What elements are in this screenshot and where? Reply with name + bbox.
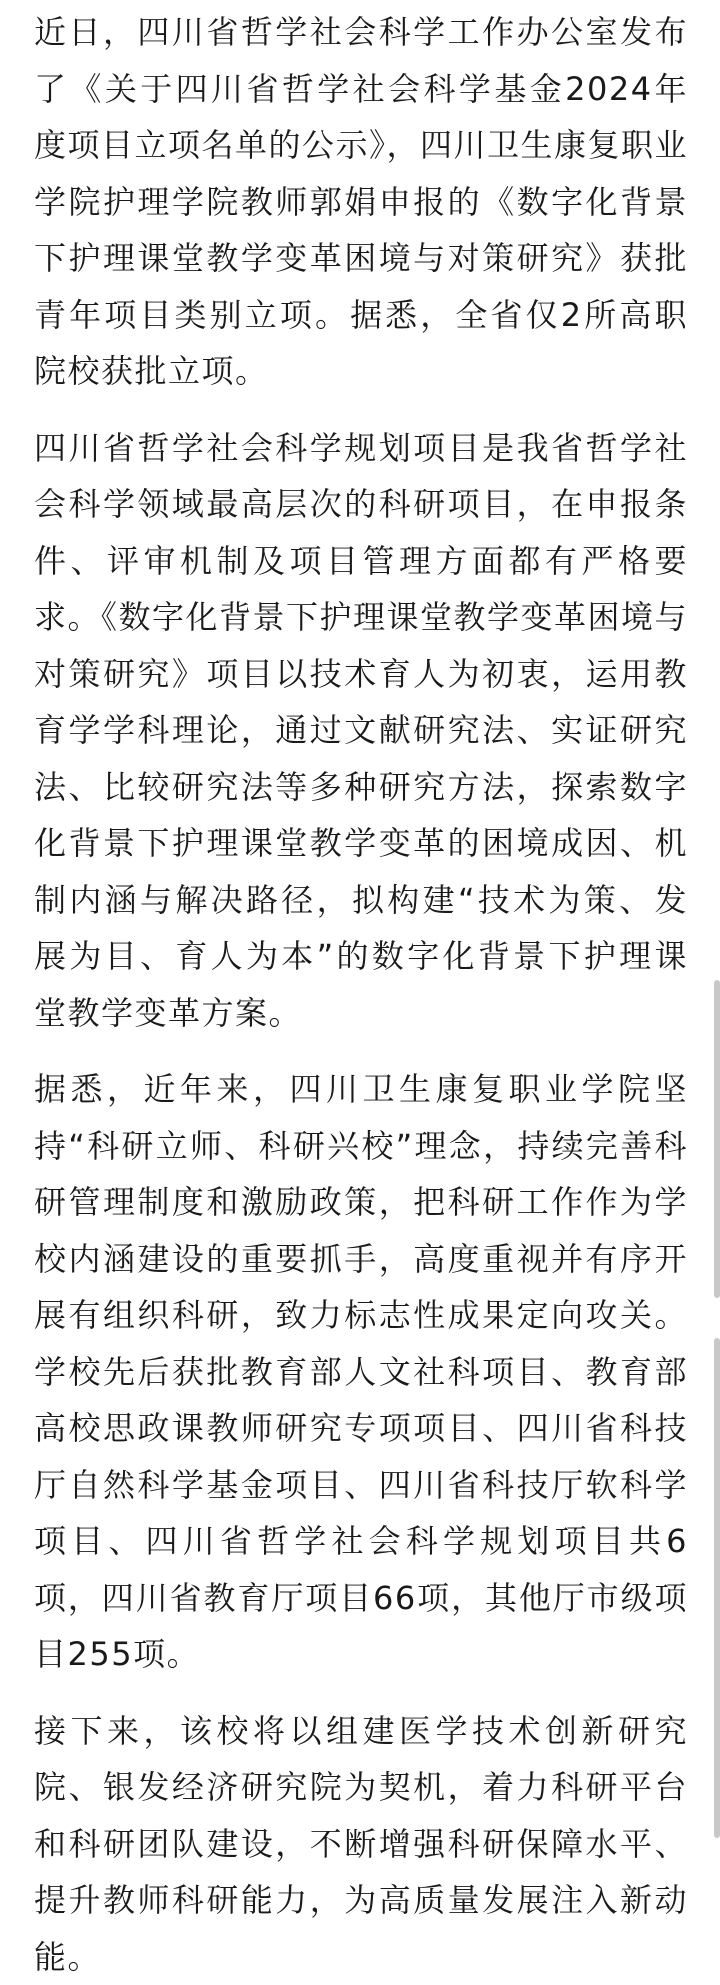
article-body [34,0,688,1985]
scrollbar-thumb-lower[interactable] [714,1338,720,1838]
paragraph-research-achievements: 据悉，近年来，四川卫生康复职业学院坚持“科研立师、科研兴校”理念，持续完善科研管理制度和激励政策，把科研工作作为学校内涵建设的重要抓手，高度重视并有序开展有组织科研，致力标志性成果定向攻关。学校先后获批教育部人文社科项目、教育部高校思政课教师研究专项项目、四川省科技厅自然科学基金项目、四川省科技厅软科学项目、四川省哲学社会科学规划项目共6项，四川省教育厅项目66项，其他厅市级项目255项。 [34,1061,688,1683]
paragraph-future-plans: 接下来，该校将以组建医学技术创新研究院、银发经济研究院为契机，着力科研平台和科研团队建设，不断增强科研保障水平、提升教师科研能力，为高质量发展注入新动能。 [34,1703,688,1985]
scrollbar-thumb-upper[interactable] [714,980,720,1298]
paragraph-project-description: 四川省哲学社会科学规划项目是我省哲学社会科学领域最高层次的科研项目，在申报条件、评审机制及项目管理方面都有严格要求。《数字化背景下护理课堂教学变革困境与对策研究》项目以技术育人为初衷，运用教育学学科理论，通过文献研究法、实证研究法、比较研究法等多种研究方法，探索数字化背景下护理课堂教学变革的困境成因、机制内涵与解决路径，拟构建“技术为策、发展为目、育人为本”的数字化背景下护理课堂教学变革方案。 [34,420,688,1042]
paragraph-project-approval: 近日，四川省哲学社会科学工作办公室发布了《关于四川省哲学社会科学基金2024年度项目立项名单的公示》，四川卫生康复职业学院护理学院教师郭娟申报的《数字化背景下护理课堂教学变革困境与对策研究》获批青年项目类别立项。据悉，全省仅2所高职院校获批立项。 [34,4,688,400]
